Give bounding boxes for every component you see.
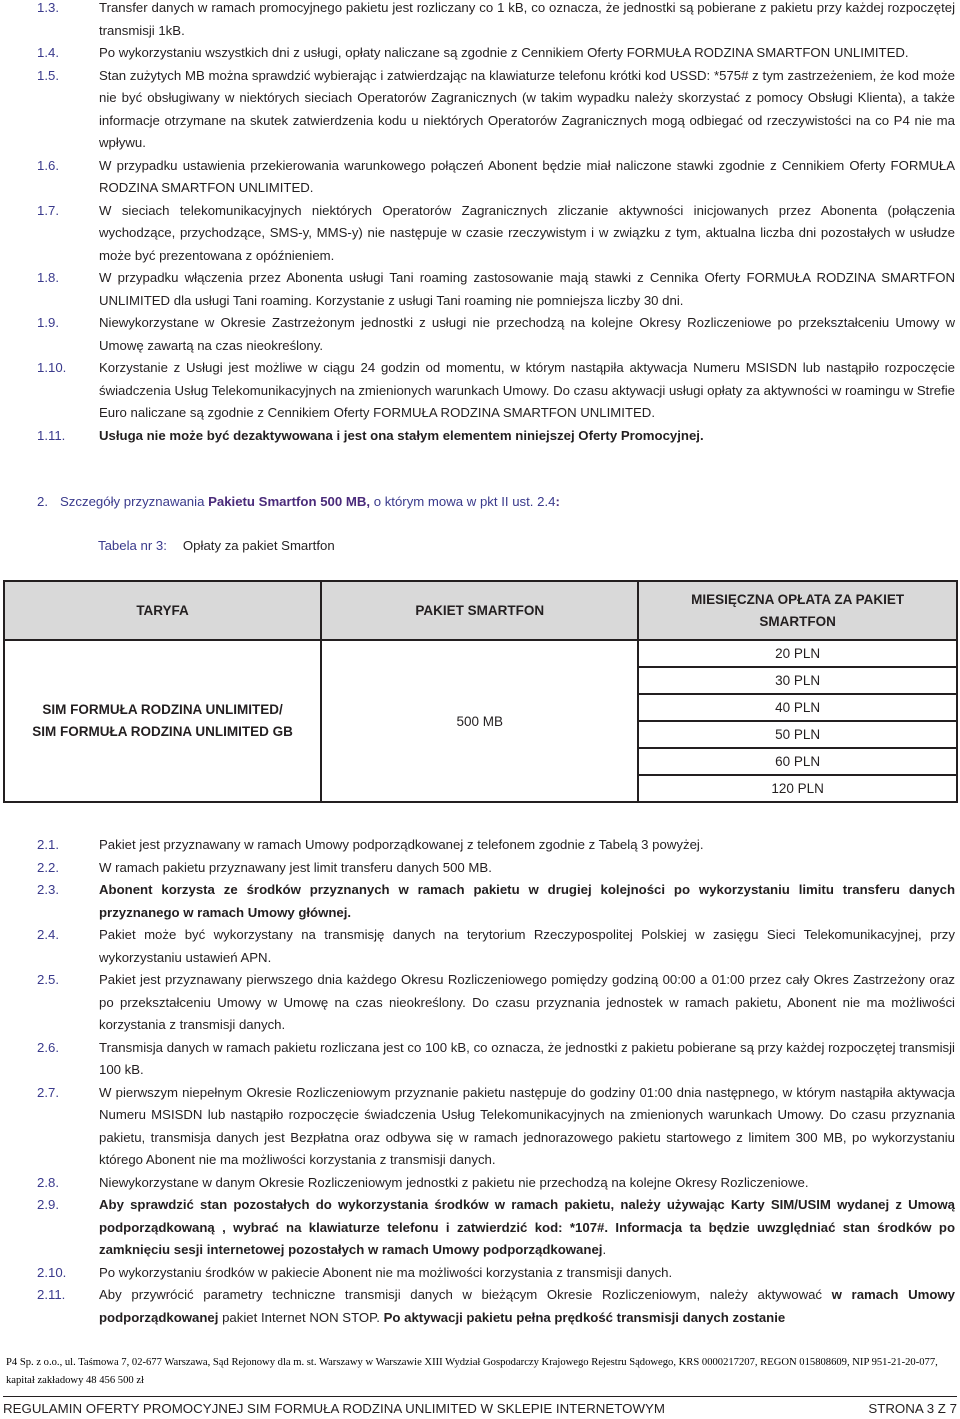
list-item [0,267,960,312]
footer-bar [3,1401,957,1416]
item-text: W pierwszym niepełnym Okresie Rozliczeniowym przyznanie pakietu następuje do godziny 01:00 dnia następnego, w którym nastąpiła aktywacja Numeru MSISDN lub nastąpiło rozpoczęcie świadczenia Usług Telekomunikacyjnych na zmienionych warunkach Umowy. Do czasu przyznania pakietu, transmisja danych jest Bezpłatna oraz odbywa się w ramach jednorazowego pakietu startowego z limitem 300 MB, po wykorzystaniu którego Abonent nie ma możliwości korzystania z transmisji danych. [99,1084,955,1167]
item-number: 2.4. [37,927,59,942]
item-number: 2.10. [37,1264,67,1280]
fee-cell: 60 PLN [638,748,957,775]
section2-list [0,834,960,1329]
footer-document-title: REGULAMIN OFERTY PROMOCYJNEJ SIM FORMUŁA RODZINA UNLIMITED W SKLEPIE INTERNETOWYM [3,1401,665,1416]
item-number: 1.9. [37,315,59,330]
table-header-row [4,581,957,640]
item-number: 1.11. [37,427,66,443]
item-text: Stan zużytych MB można sprawdzić wybierając i zatwierdzając na klawiaturze telefonu krótki kod USSD: *575# z tym zastrzeżeniem, że kod może nie być obsługiwany w niektórych sieciach Operatorów Zagranicznych (w takim wypadku należy skorzystać z pomocy Obsługi Klienta), a także informacje otrzymane na skutek zatwierdzenia kodu u niektórych Operatorów Zagranicznych mogą odbiegać od rzeczywistości na co P4 nie ma wpływu. [99,67,955,150]
item-text-part: pakiet Internet NON STOP. [218,1309,384,1325]
item-text: Niewykorzystane w Okresie Zastrzeżonym jednostki z usługi nie przechodzą na kolejne Okresy Rozliczeniowe po przekształceniu Umowy w Umowę zawartą na czas nieokreślony. [99,315,955,353]
item-number: 2.1. [37,837,59,852]
list-item [0,1172,960,1195]
list-item [0,425,960,448]
table-caption-title: Opłaty za pakiet Smartfon [182,538,335,553]
item-text: Pakiet jest przyznawany pierwszego dnia każdego Okresu Rozliczeniowego pomiędzy godziną 00:00 a 01:00 przez cały Okres Zastrzeżony oraz po przekształceniu Umowy w Umowę na czas nieokreślony. Do czasu przyznania jednostek w ramach pakietu, Abonent nie ma możliwości korzystania z transmisji danych. [99,972,955,1032]
item-text: Pakiet jest przyznawany w ramach Umowy podporządkowanej z telefonem zgodnie z Tabelą 3 powyżej. [99,837,704,852]
item-number: 2.8. [37,1174,59,1190]
fee-cell: 40 PLN [638,694,957,721]
item-number: 2.3. [37,882,59,897]
item-number: 2.7. [37,1084,59,1100]
tariff-line-1: SIM FORMUŁA RODZINA UNLIMITED/ [42,702,283,717]
section-heading-post: o którym mowa w pkt II ust. 2.4 [370,494,556,509]
item-text: W ramach pakietu przyznawany jest limit transferu danych 500 MB. [99,859,492,875]
header-tariff: TARYFA [4,581,321,640]
section-heading-colon: : [555,494,560,509]
list-item [0,1194,960,1262]
footer-page-number: STRONA 3 Z 7 [868,1401,957,1416]
item-text: Pakiet może być wykorzystany na transmisję danych na terytorium Rzeczypospolitej Polskiej w zasięgu Sieci Telekomunikacyjnej, przy wykorzystaniu ustawień APN. [99,927,955,965]
item-text: Korzystanie z Usługi jest możliwe w ciągu 24 godzin od momentu, w którym nastąpiła aktywacja Numeru MSISDN lub nastąpiło rozpoczęcie świadczenia Usług Telekomunikacyjnych na zmienionych warunkach Umowy. Do czasu aktywacji usługi opłaty za aktywności w roamingu w Strefie Euro naliczane są zgodnie z Cennikiem Oferty FORMUŁA RODZINA SMARTFON UNLIMITED. [99,360,955,420]
list-item [0,1262,960,1285]
fee-cell: 30 PLN [638,667,957,694]
list-item [0,834,960,857]
item-text: Niewykorzystane w danym Okresie Rozliczeniowym jednostki z pakietu nie przechodzą na kolejne Okresy Rozliczeniowe. [99,1174,809,1190]
item-number: 1.8. [37,270,59,285]
top-list [0,0,960,447]
item-text: Aby sprawdzić stan pozostałych do wykorzystania środków w ramach pakietu, należy używając Karty SIM/USIM wydanej z Umową podporządkowaną , wybrać na klawiaturze telefonu i zatwierdzić kod: *107#. Informacja ta będzie uwzględniać stan środków po zamknięciu sesji internetowej pozostałych w ramach Umowy podporządkowanej [99,1197,955,1257]
item-number: 1.3. [37,0,59,15]
section-number: 2. [37,494,48,509]
list-item [0,1082,960,1172]
section-heading [37,494,560,509]
fee-cell: 120 PLN [638,775,957,802]
list-item [0,969,960,1037]
section-heading-pre: Szczegóły przyznawania [60,494,209,509]
tariff-line-2: SIM FORMUŁA RODZINA UNLIMITED GB [32,724,293,739]
fee-cell: 20 PLN [638,640,957,667]
section-heading-bold: Pakietu Smartfon 500 MB, [208,494,371,509]
list-item [0,0,960,42]
item-number: 2.6. [37,1039,59,1055]
item-number: 2.5. [37,972,59,987]
item-text-tail: . [602,1242,607,1257]
list-item [0,924,960,969]
table-caption-label: Tabela nr 3: [98,538,167,553]
footer-divider [3,1396,957,1397]
item-text: Transmisja danych w ramach pakietu rozliczana jest co 100 kB, co oznacza, że jednostki z pakietu pobierane są przy każdej rozpoczętej transmisji 100 kB. [99,1039,955,1077]
tariff-cell [4,640,321,802]
item-text: Po wykorzystaniu wszystkich dni z usługi, opłaty naliczane są zgodnie z Cennikiem Oferty FORMUŁA RODZINA SMARTFON UNLIMITED. [99,45,909,60]
item-text-bold: Po aktywacji pakietu pełna prędkość transmisji danych zostanie [383,1309,786,1325]
item-text: W przypadku ustawienia przekierowania warunkowego połączeń Abonent będzie miał naliczone stawki zgodnie z Cennikiem Oferty FORMUŁA RODZINA SMARTFON UNLIMITED. [99,157,955,195]
item-number: 1.6. [37,157,59,173]
header-package: PAKIET SMARTFON [321,581,638,640]
item-number: 1.5. [37,67,59,83]
list-item [0,1284,960,1329]
list-item [0,1037,960,1082]
table-row [4,640,957,667]
item-text: Abonent korzysta ze środków przyznanych w ramach pakietu w drugiej kolejności po wykorzystaniu limitu transferu danych przyznanego w ramach Umowy głównej. [99,882,955,920]
list-item [0,857,960,880]
item-number: 2.9. [37,1197,59,1212]
list-item [0,357,960,425]
table-caption [98,538,335,553]
list-item [0,879,960,924]
list-item [0,312,960,357]
item-number: 2.2. [37,859,59,875]
list-item [0,200,960,268]
item-number: 1.10. [37,360,67,375]
item-text-bold: w ramach Umowy podporządkowanej [99,1287,956,1325]
list-item [0,42,960,65]
item-number: 1.4. [37,45,59,60]
footer-company-address: P4 Sp. z o.o., ul. Taśmowa 7, 02-677 Warszawa, Sąd Rejonowy dla m. st. Warszawy w Warszawie XIII Wydział Gospodarczy Krajowego Rejestru Sądowego, KRS 0000217207, REGON 015808609, NIP 951-21-20-077, kapitał zakładowy 48 456 500 zł [6,1357,938,1386]
item-text: Transfer danych w ramach promocyjnego pakietu jest rozliczany co 1 kB, co oznacza, że jednostki są pobierane z pakietu przy każdej rozpoczętej transmisji 1kB. [99,0,955,38]
item-text: Po wykorzystaniu środków w pakiecie Abonent nie ma możliwości korzystania z transmisji danych. [99,1264,673,1280]
item-number: 1.7. [37,202,59,218]
header-monthly-fee: MIESIĘCZNA OPŁATA ZA PAKIET SMARTFON [638,581,957,640]
item-text: W przypadku włączenia przez Abonenta usługi Tani roaming zastosowanie mają stawki z Cennika Oferty FORMUŁA RODZINA SMARTFON UNLIMITED dla usługi Tani roaming. Korzystanie z usługi Tani roaming nie pomniejsza liczby 30 dni. [99,270,955,308]
item-text-part: Aby przywrócić parametry techniczne transmisji danych w bieżącym Okresie Rozliczeniowym, należy aktywować [99,1287,832,1302]
item-text: Usługa nie może być dezaktywowana i jest ona stałym elementem niniejszej Oferty Promocyjnej. [99,427,704,443]
item-number: 2.11. [37,1287,66,1302]
fee-cell: 50 PLN [638,721,957,748]
package-cell: 500 MB [321,640,638,802]
tariff-table [3,580,958,803]
list-item [0,65,960,155]
item-text: W sieciach telekomunikacyjnych niektórych Operatorów Zagranicznych zliczanie aktywności inicjowanych przez Abonenta (połączenia wychodzące, przychodzące, SMS-y, MMS-y) nie następuje w czasie rzeczywistym i w związku z tym, aktualna liczba dni pozostałych w usłudze może być prezentowana z opóźnieniem. [99,202,955,263]
list-item [0,155,960,200]
